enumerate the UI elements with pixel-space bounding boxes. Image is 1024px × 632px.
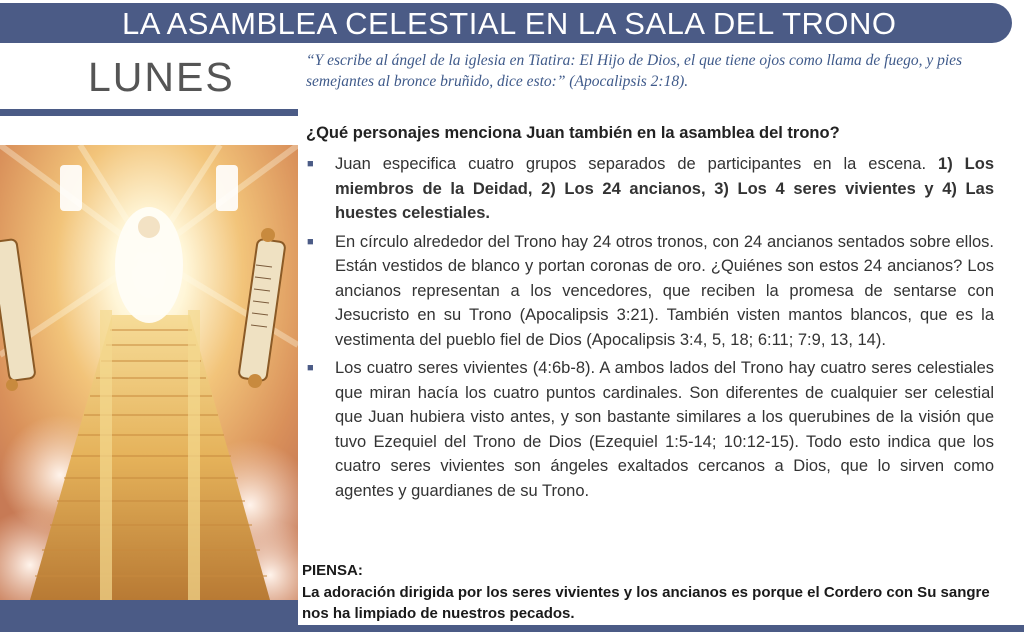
section-question: ¿Qué personajes menciona Juan también en la asamblea del trono? [306, 124, 840, 142]
list-item [306, 356, 994, 503]
square-bullet-icon: ■ [307, 158, 314, 170]
bullet-text: En círculo alrededor del Trono hay 24 otros tronos, con 24 ancianos sentados sobre ellos. Están vestidos de blanco y portan coronas de oro. ¿Quiénes son estos 24 ancianos? Los ancianos representan a los vencedores, que reciben la promesa de sentarse con Jesucristo en su Trono (Apocalipsis 3:21). También visten mantos blancos, que es la vestimenta del pueblo fiel de Dios (Apocalipsis 3:4, 5, 18; 6:11; 7:9, 13, 14). [335, 232, 994, 349]
bottom-bar [0, 600, 298, 632]
list-item [306, 152, 994, 226]
bottom-divider [298, 625, 1024, 632]
throne-staircase-illustration [0, 145, 298, 600]
day-label: LUNES [88, 54, 235, 100]
reflection-text: La adoración dirigida por los seres vivientes y los ancianos es porque el Cordero con Su sangre nos ha limpiado de nuestros pecados. [302, 583, 990, 622]
reflection-box [302, 560, 1012, 625]
bible-quote: “Y escribe al ángel de la iglesia en Tiatira: El Hijo de Dios, el que tiene ojos como llama de fuego, y pies semejantes al bronce bruñido, dice esto:” (Apocalipsis 2:18). [306, 52, 963, 90]
bullet-text: Juan especifica cuatro grupos separados de participantes en la escena. [335, 155, 939, 173]
bullet-text: Los cuatro seres vivientes (4:6b-8). A ambos lados del Trono hay cuatro seres celestiales que miran hacía los cuatro puntos cardinales. Son diferentes de cualquier ser celestial que Juan hubiera visto antes, y son bastante similares a los querubines de la visión que tuvo Ezequiel del Trono de Dios (Ezequiel 1:5-14; 10:12-15). Todo esto indica que los cuatro seres vivientes son ángeles exaltados cercanos a Dios, que lo sirven como agentes y guardianes de su Trono. [335, 359, 994, 500]
page-title: LA ASAMBLEA CELESTIAL EN LA SALA DEL TRONO [122, 6, 897, 41]
bullet-list [306, 152, 994, 507]
list-item [306, 230, 994, 353]
square-bullet-icon: ■ [307, 362, 314, 374]
bullet-bold-text: 1) Los miembros de la Deidad, 2) Los 24 ancianos, 3) Los 4 seres vivientes y 4) Las huestes celestiales. [335, 155, 994, 222]
reflection-label: PIENSA: [302, 562, 363, 579]
square-bullet-icon: ■ [307, 235, 314, 248]
left-divider [0, 109, 298, 116]
